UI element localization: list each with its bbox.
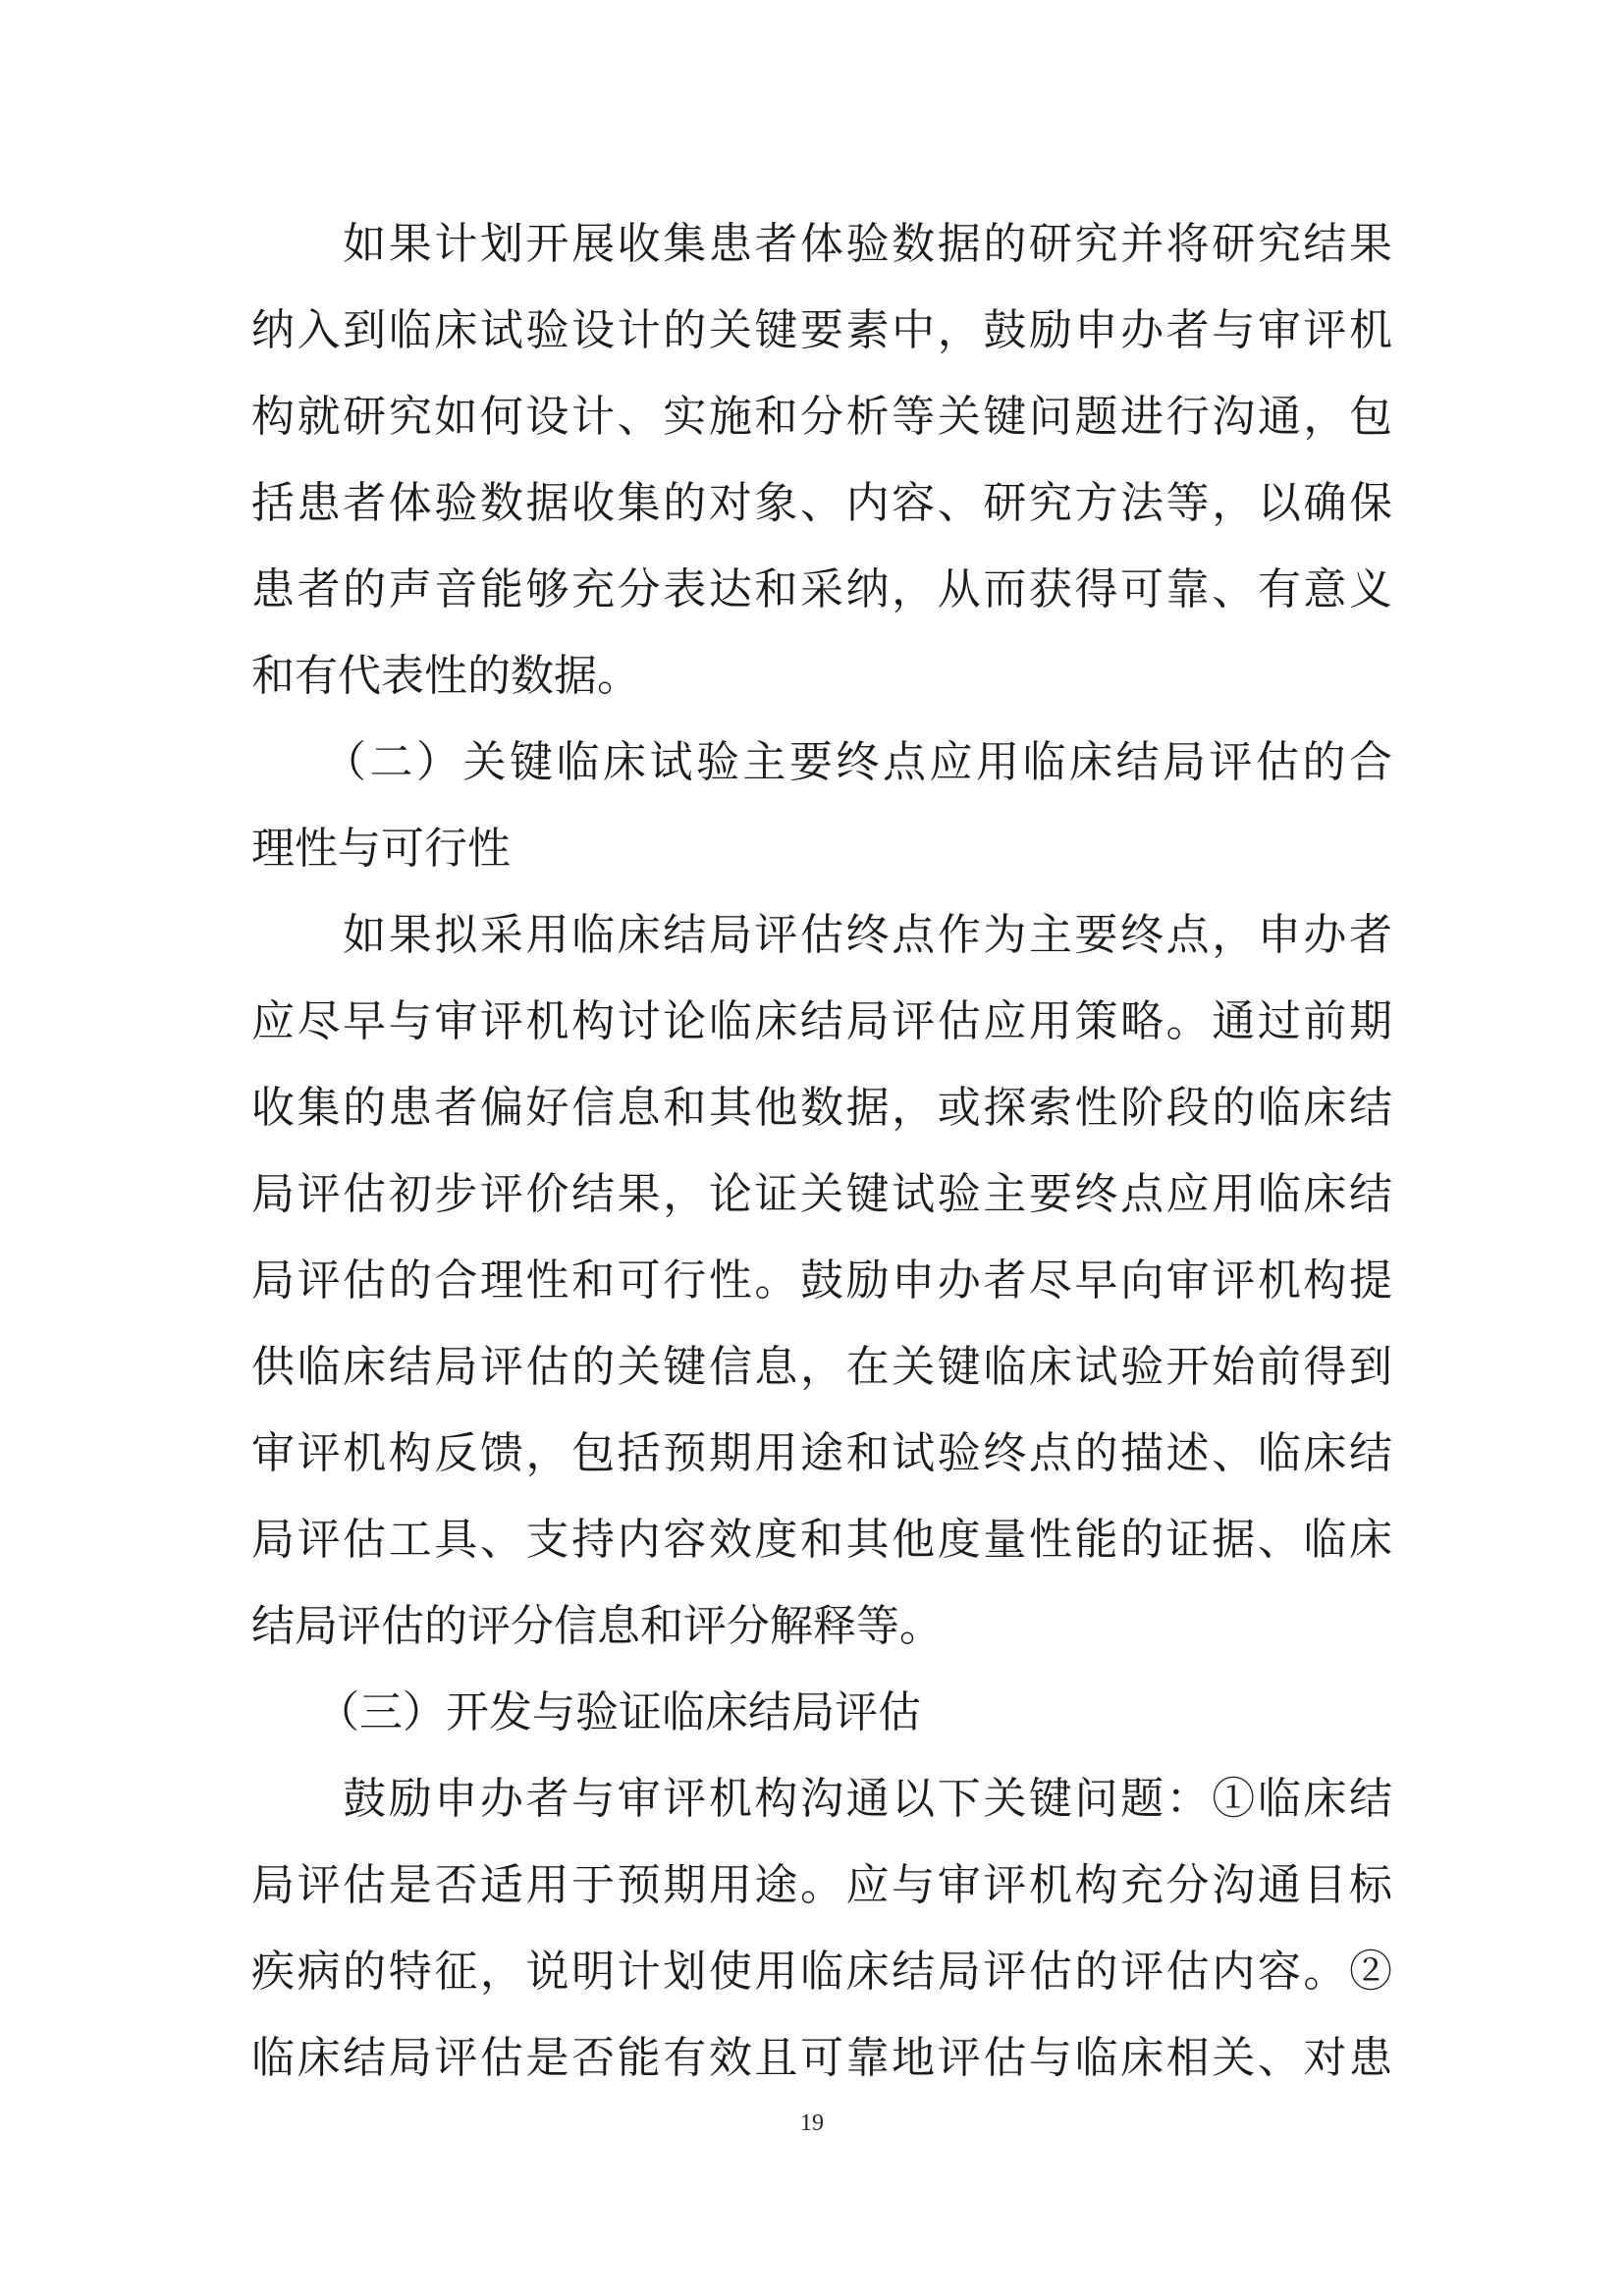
text-line: 如果拟采用临床结局评估终点作为主要终点，申办者 [251, 910, 1392, 960]
text-line: 疾病的特征，说明计划使用临床结局评估的评估内容。② [251, 1947, 1392, 1997]
text-line: 审评机构反馈，包括预期用途和试验终点的描述、临床结 [251, 1428, 1392, 1478]
page-number: 19 [800, 2110, 824, 2136]
text-line: 局评估是否适用于预期用途。应与审评机构充分沟通目标 [251, 1860, 1392, 1910]
text-line: 和有代表性的数据。 [251, 651, 640, 701]
text-line: 局评估工具、支持内容效度和其他度量性能的证据、临床 [251, 1515, 1392, 1565]
section-heading-line: 理性与可行性 [251, 824, 511, 874]
text-line: 鼓励申办者与审评机构沟通以下关键问题：①临床结 [251, 1774, 1392, 1824]
text-line: 供临床结局评估的关键信息，在关键临床试验开始前得到 [251, 1342, 1392, 1392]
body-text [251, 201, 1392, 2102]
text-line: 局评估初步评价结果，论证关键试验主要终点应用临床结 [251, 1169, 1392, 1219]
text-line: 临床结局评估是否能有效且可靠地评估与临床相关、对患 [251, 2033, 1392, 2083]
text-line: 结局评估的评分信息和评分解释等。 [251, 1601, 943, 1651]
text-line: 构就研究如何设计、实施和分析等关键问题进行沟通，包 [251, 392, 1392, 442]
text-line: 纳入到临床试验设计的关键要素中，鼓励申办者与审评机 [251, 305, 1392, 355]
text-line: 患者的声音能够充分表达和采纳，从而获得可靠、有意义 [251, 564, 1392, 614]
section-heading-line: （二）关键临床试验主要终点应用临床结局评估的合 [251, 737, 1392, 787]
section-heading-line: （三）开发与验证临床结局评估 [251, 1687, 921, 1737]
text-line: 局评估的合理性和可行性。鼓励申办者尽早向审评机构提 [251, 1255, 1392, 1306]
text-line: 括患者体验数据收集的对象、内容、研究方法等，以确保 [251, 478, 1392, 528]
text-line: 应尽早与审评机构讨论临床结局评估应用策略。通过前期 [251, 996, 1392, 1046]
text-line: 如果计划开展收集患者体验数据的研究并将研究结果 [251, 219, 1392, 269]
text-line: 收集的患者偏好信息和其他数据，或探索性阶段的临床结 [251, 1083, 1392, 1133]
